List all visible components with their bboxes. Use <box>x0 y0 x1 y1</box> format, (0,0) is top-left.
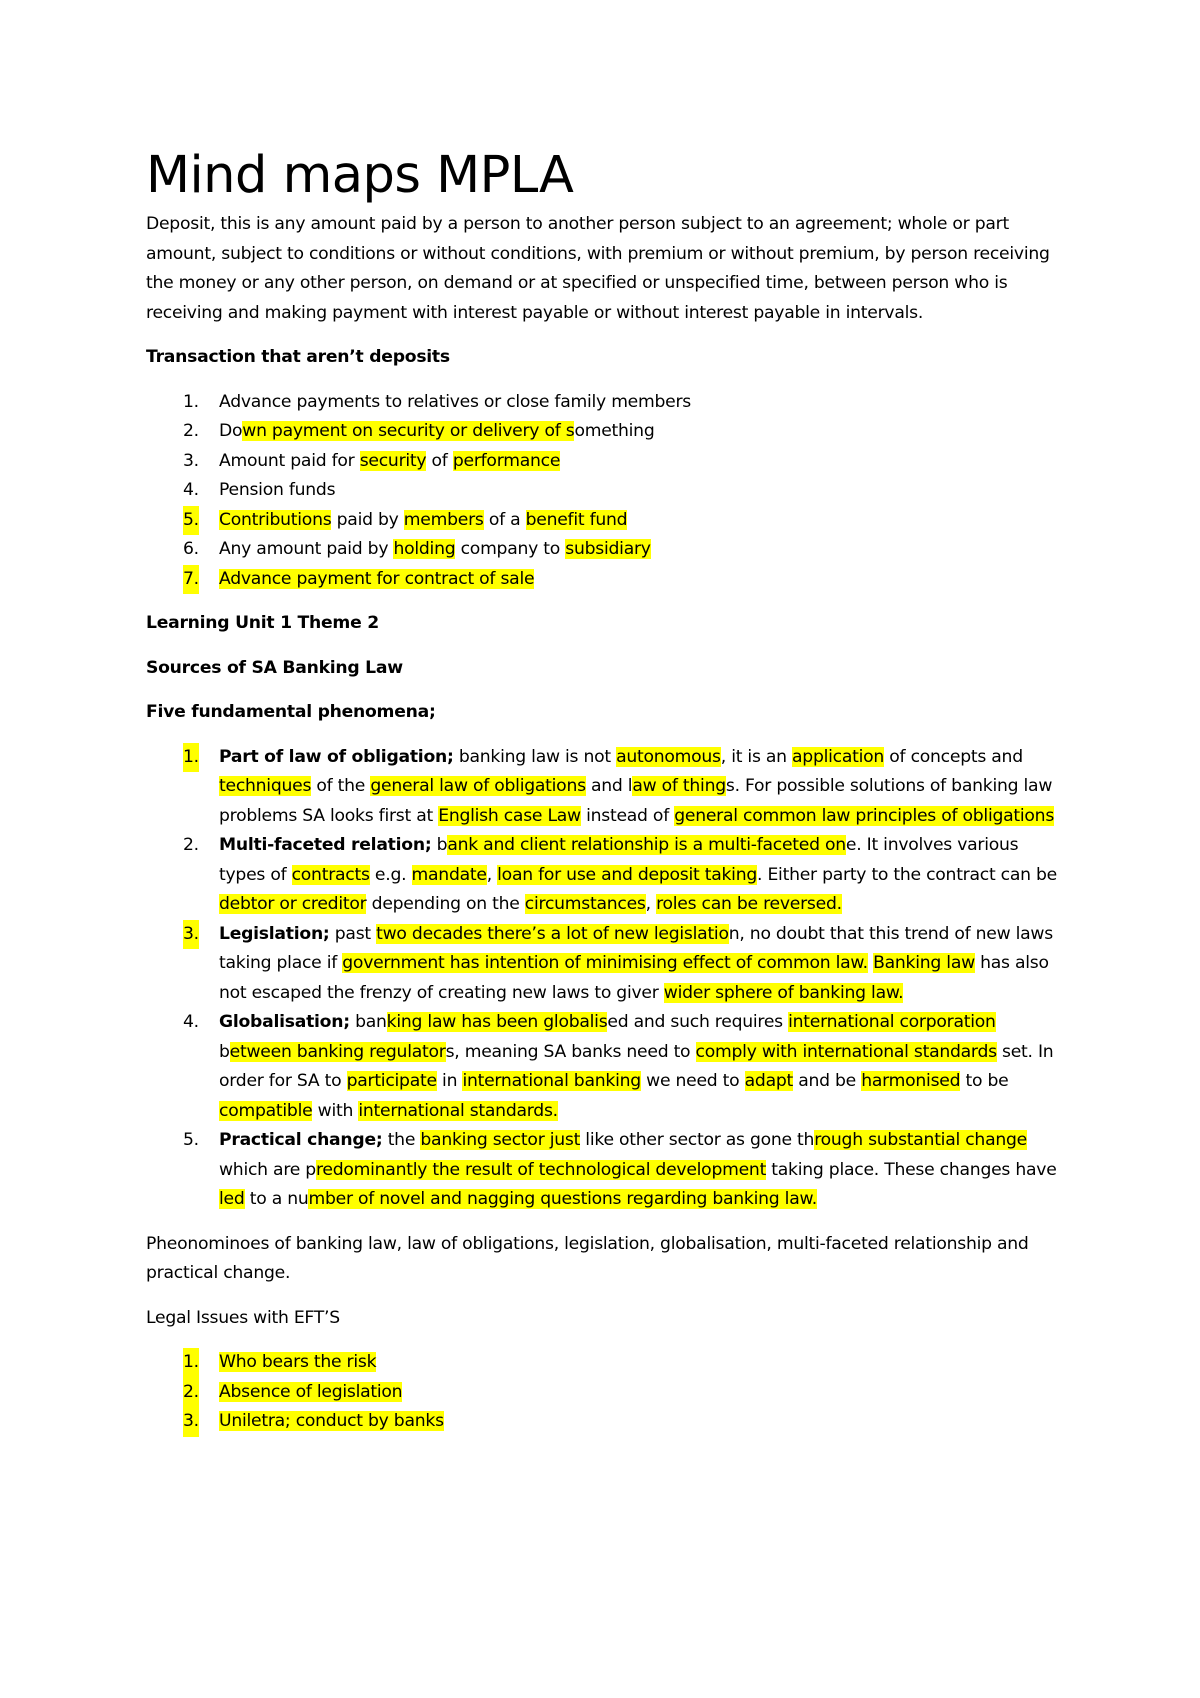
bold-term: Legislation; <box>219 923 330 944</box>
list-item-text: e. It involves various types of <box>219 835 1019 885</box>
highlighted-text: redominantly the result of technological development <box>315 1159 767 1180</box>
intro-paragraph: Deposit, this is any amount paid by a person to another person subject to an agreement; whole or part amount, subject to conditions or without conditions, with premium or without premium, by person receiving the money or any other person, on demand or at specified or unspecified time, between person who is receiving and making payment with interest payable or without interest payable in intervals. <box>146 214 1050 323</box>
list-item <box>146 535 1066 565</box>
list-item-number: 1. <box>183 391 199 412</box>
highlighted-text: techniques <box>219 776 312 796</box>
highlighted-text: loan for use and deposit taking <box>497 864 758 885</box>
highlighted-text: contracts <box>291 864 370 885</box>
list-item-text: Any amount paid by <box>219 539 394 559</box>
list-item-text: , <box>486 864 498 885</box>
list-item-number: 4. <box>183 480 199 500</box>
list-item-text: the <box>382 1130 421 1150</box>
list-item-text: s. For possible solutions of banking law problems SA looks first at <box>219 776 1053 826</box>
list-item <box>146 1126 1066 1215</box>
list-item <box>146 831 1066 920</box>
list-item-text: to a nu <box>244 1189 309 1209</box>
highlighted-text: wn payment on security or delivery of s <box>242 421 575 441</box>
highlighted-text: autonomous <box>616 746 721 767</box>
list-item-text: set. In order for SA to <box>219 1041 1054 1091</box>
highlighted-text: Absence of legislation <box>219 1381 403 1402</box>
list-item-text: paid by <box>331 509 404 530</box>
section-heading: Sources of SA Banking Law <box>146 657 403 678</box>
highlighted-text: Banking law <box>873 953 975 973</box>
list-item-number: 3. <box>183 450 199 471</box>
bold-term: Multi-faceted relation; <box>219 835 432 855</box>
document-sections <box>146 343 1066 1437</box>
list-item-text: of <box>426 450 453 471</box>
list-item-text: of a <box>483 509 526 530</box>
highlighted-text: participate <box>346 1071 437 1091</box>
highlighted-text: benefit fund <box>525 509 628 530</box>
highlighted-text: government has intention of minimising effect of common law. <box>342 953 868 973</box>
list-item-number: 2. <box>183 421 199 441</box>
list-item-number: 2. <box>183 1378 199 1408</box>
highlighted-text: Contributions <box>219 509 332 530</box>
list-item-text: to be <box>960 1071 1009 1091</box>
document-body <box>146 148 1066 1452</box>
highlighted-text: debtor or creditor <box>219 894 367 914</box>
list-item-text: has also not escaped the frenzy of creating new laws to giver <box>219 953 1049 1003</box>
list-item <box>146 447 1066 477</box>
list-item <box>146 388 1066 418</box>
list-item-text: of the <box>311 776 371 796</box>
list-item-text: of concepts and <box>884 746 1023 767</box>
list-item-text: and l <box>585 776 633 796</box>
highlighted-text: king law has been globalis <box>386 1012 608 1032</box>
list-item <box>146 417 1066 447</box>
list-item-text: Do <box>219 421 243 441</box>
numbered-list <box>146 388 1066 595</box>
highlighted-text: roles can be reversed. <box>656 894 842 914</box>
list-item-number: 3. <box>183 1407 199 1437</box>
highlighted-text: English case Law <box>438 805 581 826</box>
list-item-number: 1. <box>183 743 199 773</box>
list-item-text: omething <box>574 421 655 441</box>
highlighted-text: holding <box>393 539 456 559</box>
highlighted-text: members <box>403 509 484 530</box>
highlighted-text: general common law principles of obligations <box>674 805 1055 826</box>
highlighted-text: two decades there’s a lot of new legislatio <box>376 923 729 944</box>
list-item-text: which are p <box>219 1159 316 1180</box>
list-item-text: b <box>431 835 448 855</box>
highlighted-text: international standards. <box>358 1100 558 1121</box>
list-item <box>146 1348 1066 1378</box>
highlighted-text: subsidiary <box>565 539 651 559</box>
section-heading: Transaction that aren’t deposits <box>146 347 450 367</box>
list-item <box>146 1008 1066 1126</box>
list-item <box>146 920 1066 1009</box>
highlighted-text: ank and client relationship is a multi-faceted on <box>447 835 846 855</box>
list-item-text: banking law is not <box>453 746 617 767</box>
highlighted-text: Advance payment for contract of sale <box>219 568 535 589</box>
highlighted-text: general law of obligations <box>370 776 586 796</box>
list-item-text: taking place. These changes have <box>766 1159 1057 1180</box>
highlighted-text: application <box>792 746 885 767</box>
highlighted-text: circumstances <box>524 894 646 914</box>
highlighted-text: rough substantial change <box>814 1130 1027 1150</box>
numbered-list <box>146 1348 1066 1437</box>
list-item-text: ban <box>349 1012 387 1032</box>
highlighted-text: harmonised <box>861 1071 961 1091</box>
list-item-text: ed and such requires <box>607 1012 789 1032</box>
list-item-number: 5. <box>183 1130 199 1150</box>
section-heading: Legal Issues with EFT’S <box>146 1307 340 1328</box>
numbered-list <box>146 743 1066 1215</box>
list-item-text: company to <box>455 539 566 559</box>
list-item <box>146 1407 1066 1437</box>
highlighted-text: banking sector just <box>420 1130 581 1150</box>
highlighted-text: compatible <box>219 1100 313 1121</box>
highlighted-text: Uniletra; conduct by banks <box>219 1411 444 1431</box>
list-item <box>146 506 1066 536</box>
list-item-text: past <box>329 923 377 944</box>
list-item <box>146 743 1066 832</box>
list-item-text: e.g. <box>369 864 412 885</box>
list-item-text: instead of <box>580 805 675 826</box>
highlighted-text: mber of novel and nagging questions regarding banking law. <box>308 1189 817 1209</box>
list-item <box>146 565 1066 595</box>
list-item-text: Advance payments to relatives or close family members <box>219 391 692 412</box>
highlighted-text: aw of thing <box>632 776 726 796</box>
list-item-text: like other sector as gone th <box>580 1130 815 1150</box>
document-title: Mind maps MPLA <box>146 146 574 205</box>
highlighted-text: mandate <box>411 864 487 885</box>
highlighted-text: international corporation <box>788 1012 996 1032</box>
list-item-text: n, no doubt that this trend of new laws taking place if <box>219 923 1053 973</box>
list-item-number: 1. <box>183 1348 199 1378</box>
highlighted-text: etween banking regulator <box>229 1041 446 1062</box>
list-item-text: Amount paid for <box>219 450 360 471</box>
bold-term: Part of law of obligation; <box>219 746 454 767</box>
list-item-text: in <box>436 1071 463 1091</box>
list-item-number: 5. <box>183 506 199 536</box>
highlighted-text: wider sphere of banking law. <box>663 982 904 1003</box>
section-heading: Learning Unit 1 Theme 2 <box>146 613 379 633</box>
list-item-text: . Either party to the contract can be <box>757 864 1058 885</box>
list-item-text: , it is an <box>720 746 793 767</box>
highlighted-text: led <box>219 1189 245 1209</box>
bold-term: Practical change; <box>219 1130 383 1150</box>
list-item-number: 6. <box>183 539 199 559</box>
bold-term: Globalisation; <box>219 1012 350 1032</box>
list-item-text: Pension funds <box>219 480 336 500</box>
highlighted-text: security <box>359 450 427 471</box>
list-item <box>146 476 1066 506</box>
highlighted-text: international banking <box>462 1071 641 1091</box>
list-item-text: with <box>312 1100 359 1121</box>
highlighted-text: adapt <box>744 1071 793 1091</box>
list-item-text: and be <box>793 1071 862 1091</box>
list-item-text: we need to <box>640 1071 745 1091</box>
section-heading: Five fundamental phenomena; <box>146 702 436 722</box>
summary-paragraph: Pheonominoes of banking law, law of obligations, legislation, globalisation, multi-faceted relationship and practical change. <box>146 1233 1029 1283</box>
list-item-text: s, meaning SA banks need to <box>445 1041 696 1062</box>
list-item <box>146 1378 1066 1408</box>
highlighted-text: performance <box>452 450 561 471</box>
list-item-text: depending on the <box>366 894 525 914</box>
list-item-number: 7. <box>183 565 199 595</box>
list-item-text: , <box>645 894 657 914</box>
list-item-number: 4. <box>183 1012 199 1032</box>
highlighted-text: comply with international standards <box>695 1041 997 1062</box>
list-item-text: b <box>219 1041 230 1062</box>
list-item-number: 2. <box>183 835 199 855</box>
highlighted-text: Who bears the risk <box>219 1352 377 1372</box>
list-item-number: 3. <box>183 920 199 950</box>
